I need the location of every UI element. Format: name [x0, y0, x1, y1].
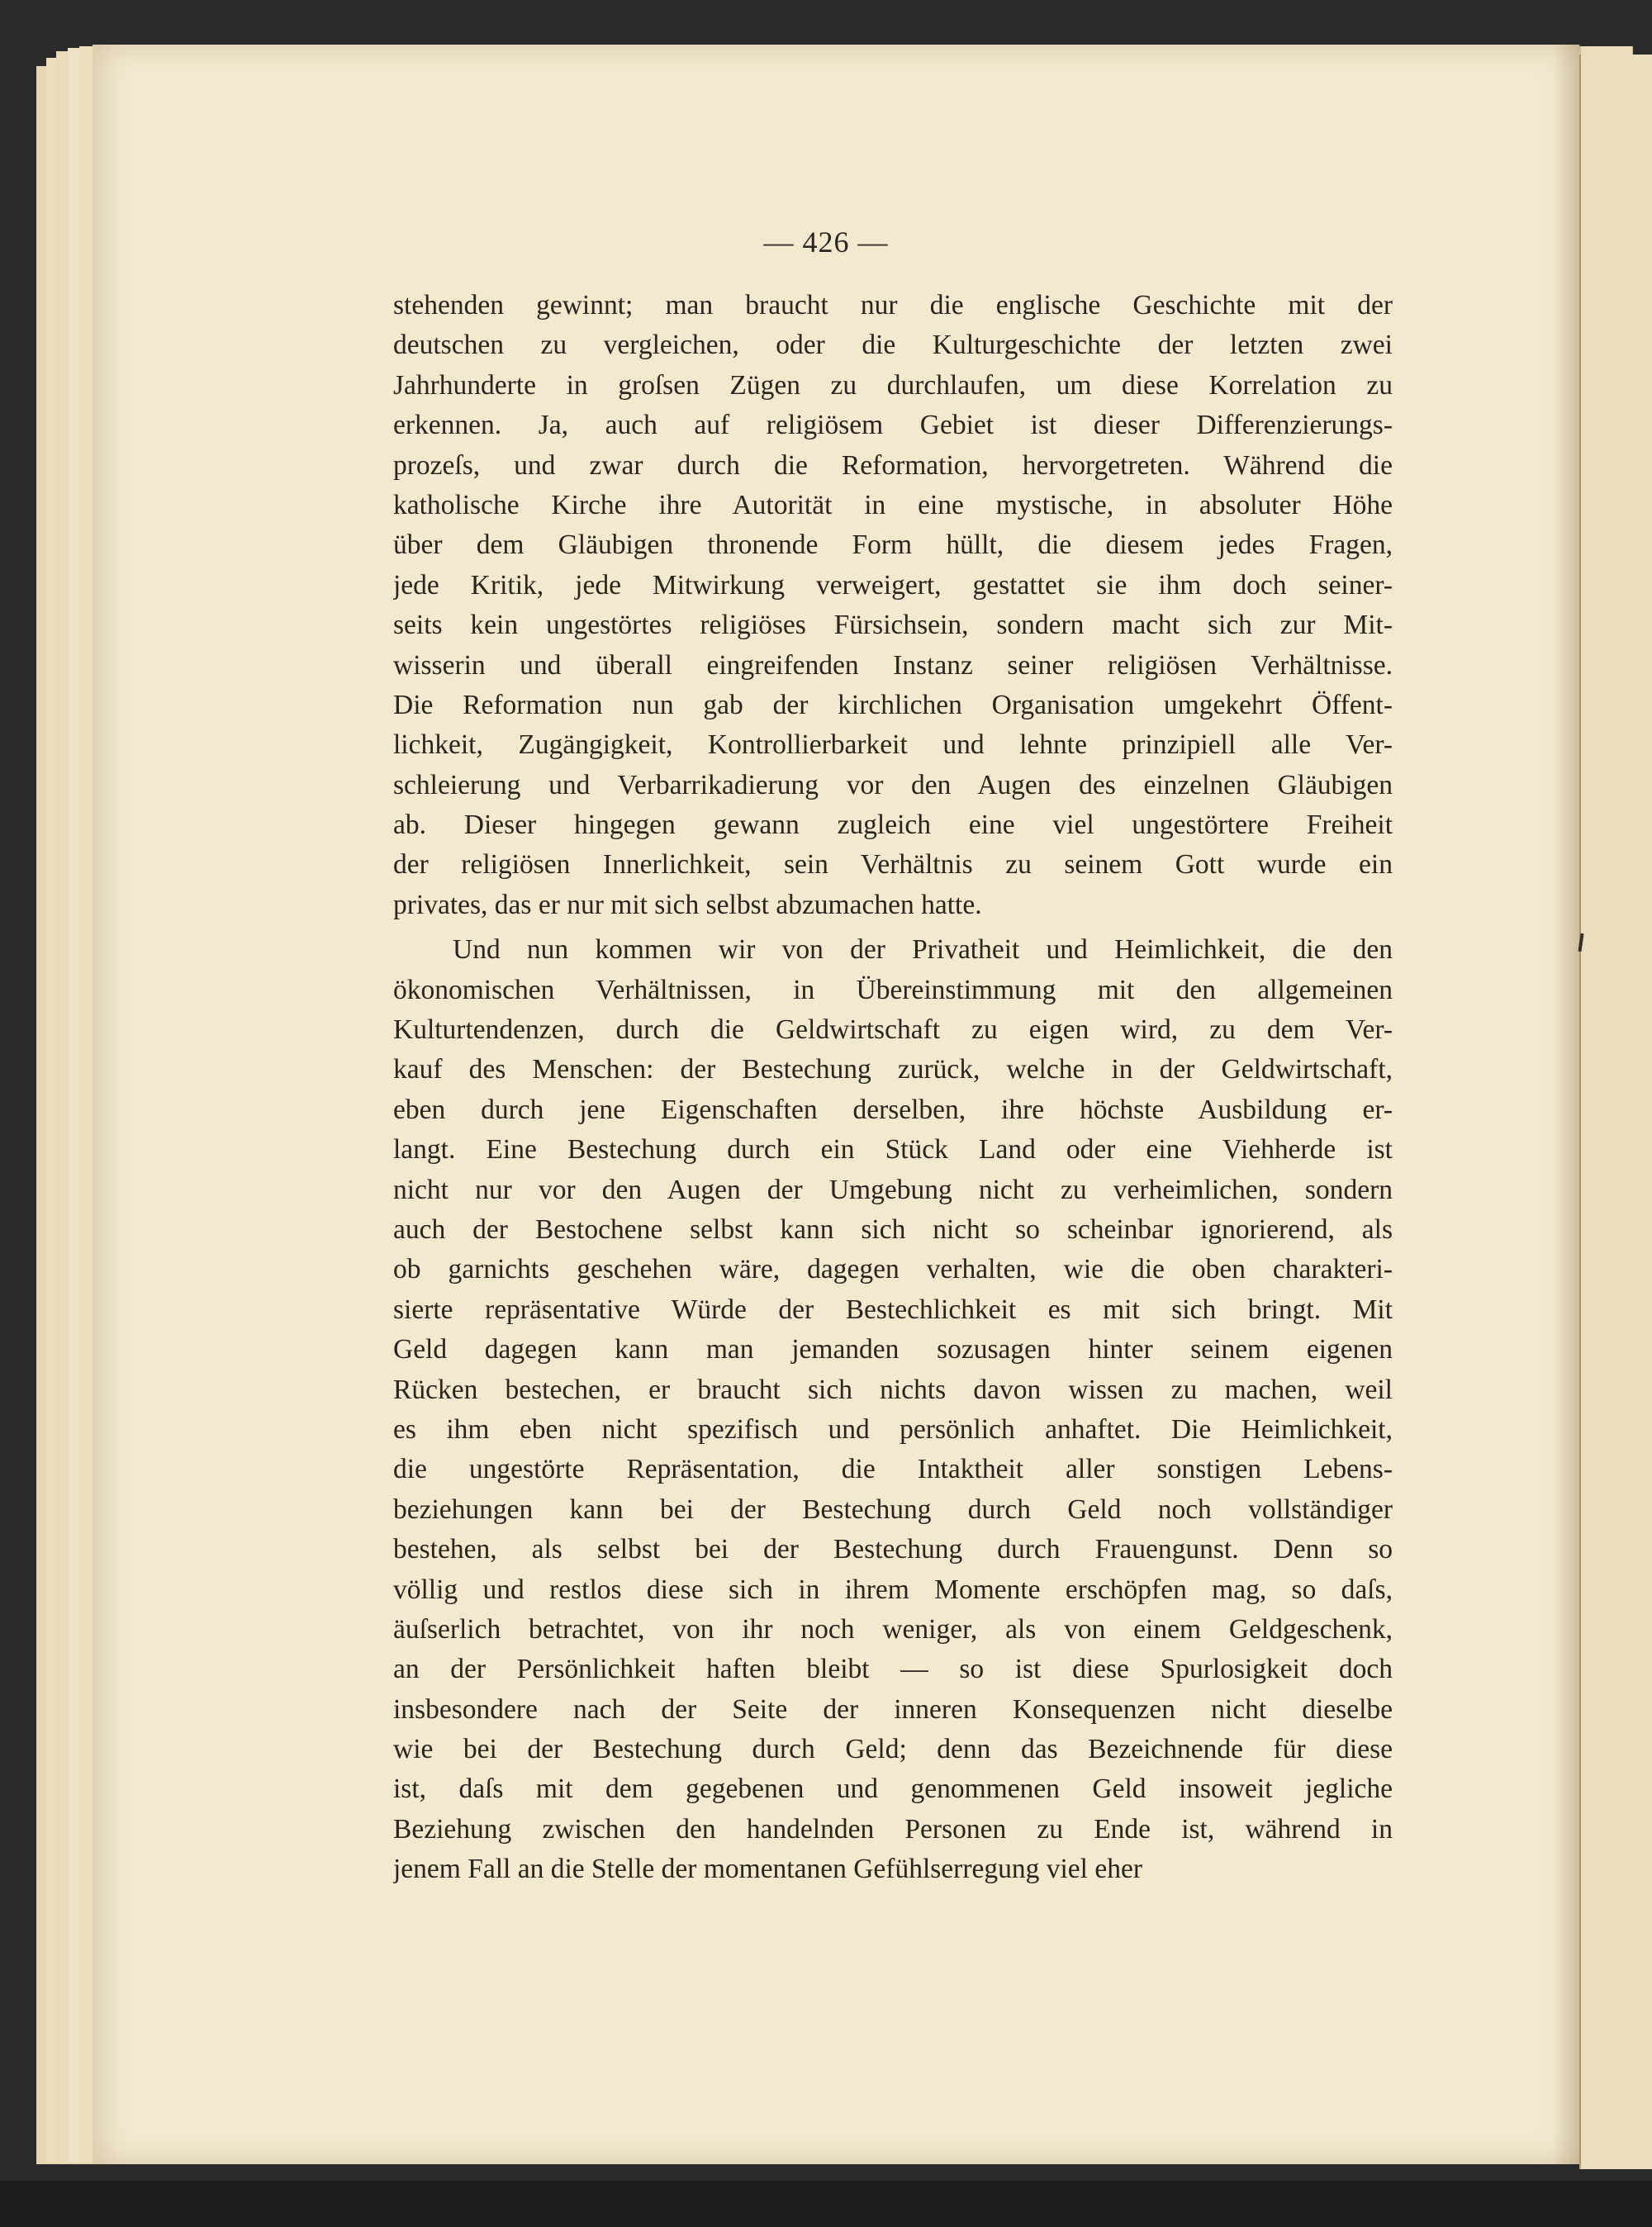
text-line: an der Persönlichkeit haften bleibt — so ist diese Spurlosigkeit doch	[393, 1654, 1393, 1685]
text-line: prozeſs, und zwar durch die Reformation, hervorgetreten. Während die	[393, 449, 1393, 481]
scan-background	[0, 2181, 1652, 2227]
text-line: Geld dagegen kann man jemanden sozusagen hinter seinem eigenen	[393, 1334, 1393, 1365]
text-line: es ihm eben nicht spezifisch und persönlich anhaftet. Die Heimlichkeit,	[393, 1413, 1393, 1445]
page-number: — 426 —	[763, 226, 889, 259]
text-line: bestehen, als selbst bei der Bestechung durch Frauengunst. Denn so	[393, 1534, 1393, 1565]
text-line: kauf des Menschen: der Bestechung zurück, welche in der Geldwirtschaft,	[393, 1054, 1393, 1085]
text-line: äuſserlich betrachtet, von ihr noch weniger, als von einem Geldgeschenk,	[393, 1613, 1393, 1645]
text-line: erkennen. Ja, auch auf religiösem Gebiet ist dieser Differenzierungs-	[393, 410, 1393, 441]
text-line: jede Kritik, jede Mitwirkung verweigert, gestattet sie ihm doch seiner-	[393, 569, 1393, 601]
text-line: Beziehung zwischen den handelnden Personen zu Ende ist, während in	[393, 1813, 1393, 1845]
gutter-shadow	[1553, 45, 1581, 2164]
text-line: über dem Gläubigen thronende Form hüllt, die diesem jedes Fragen,	[393, 529, 1393, 561]
text-line: auch der Bestochene selbst kann sich nicht so scheinbar ignorierend, als	[393, 1213, 1393, 1245]
facing-page-edge	[1579, 55, 1652, 2169]
text-line: ökonomischen Verhältnissen, in Übereinstimmung mit den allgemeinen	[393, 974, 1393, 1005]
text-line: Und nun kommen wir von der Privatheit und Heimlichkeit, die den	[453, 934, 1393, 966]
text-line: schleierung und Verbarrikadierung vor den Augen des einzelnen Gläubigen	[393, 769, 1393, 800]
text-line: seits kein ungestörtes religiöses Fürsichsein, sondern macht sich zur Mit-	[393, 610, 1393, 641]
text-line: lichkeit, Zugängigkeit, Kontrollierbarkeit und lehnte prinzipiell alle Ver-	[393, 729, 1393, 761]
text-line: deutschen zu vergleichen, oder die Kulturgeschichte der letzten zwei	[393, 330, 1393, 361]
text-line: sierte repräsentative Würde der Bestechlichkeit es mit sich bringt. Mit	[393, 1294, 1393, 1325]
text-line: völlig und restlos diese sich in ihrem Momente erschöpfen mag, so daſs,	[393, 1574, 1393, 1605]
body-text	[393, 286, 1393, 1890]
text-line: insbesondere nach der Seite der inneren Konsequenzen nicht dieselbe	[393, 1693, 1393, 1725]
text-line: privates, das er nur mit sich selbst abzumachen hatte.	[393, 889, 982, 920]
text-line: der religiösen Innerlichkeit, sein Verhältnis zu seinem Gott wurde ein	[393, 849, 1393, 881]
text-line: nicht nur vor den Augen der Umgebung nicht zu verheimlichen, sondern	[393, 1174, 1393, 1205]
text-line: Kulturtendenzen, durch die Geldwirtschaft zu eigen wird, zu dem Ver-	[393, 1014, 1393, 1046]
text-line: langt. Eine Bestechung durch ein Stück Land oder eine Viehherde ist	[393, 1134, 1393, 1166]
text-line: jenem Fall an die Stelle der momentanen Gefühlserregung viel eher	[393, 1854, 1142, 1885]
text-line: katholische Kirche ihre Autorität in eine mystische, in absoluter Höhe	[393, 489, 1393, 520]
text-line: beziehungen kann bei der Bestechung durch Geld noch vollständiger	[393, 1493, 1393, 1525]
text-line: eben durch jene Eigenschaften derselben, ihre höchste Ausbildung er-	[393, 1094, 1393, 1125]
text-line: die ungestörte Repräsentation, die Intaktheit aller sonstigen Lebens-	[393, 1454, 1393, 1485]
paragraph	[393, 930, 1393, 1889]
text-line: Die Reformation nun gab der kirchlichen Organisation umgekehrt Öffent-	[393, 689, 1393, 720]
text-line: Rücken bestechen, er braucht sich nichts davon wissen zu machen, weil	[393, 1374, 1393, 1405]
text-line: stehenden gewinnt; man braucht nur die englische Geschichte mit der	[393, 290, 1393, 321]
text-line: wisserin und überall eingreifenden Instanz seiner religiösen Verhältnisse.	[393, 649, 1393, 681]
text-line: Jahrhunderte in groſsen Zügen zu durchlaufen, um diese Korrelation zu	[393, 369, 1393, 401]
text-line: ab. Dieser hingegen gewann zugleich eine viel ungestörtere Freiheit	[393, 810, 1393, 841]
text-line: wie bei der Bestechung durch Geld; denn das Bezeichnende für diese	[393, 1734, 1393, 1765]
paragraph	[393, 286, 1393, 925]
text-line: ob garnichts geschehen wäre, dagegen verhalten, wie die oben charakteri-	[393, 1254, 1393, 1285]
text-line: ist, daſs mit dem gegebenen und genommenen Geld insoweit jegliche	[393, 1774, 1393, 1805]
